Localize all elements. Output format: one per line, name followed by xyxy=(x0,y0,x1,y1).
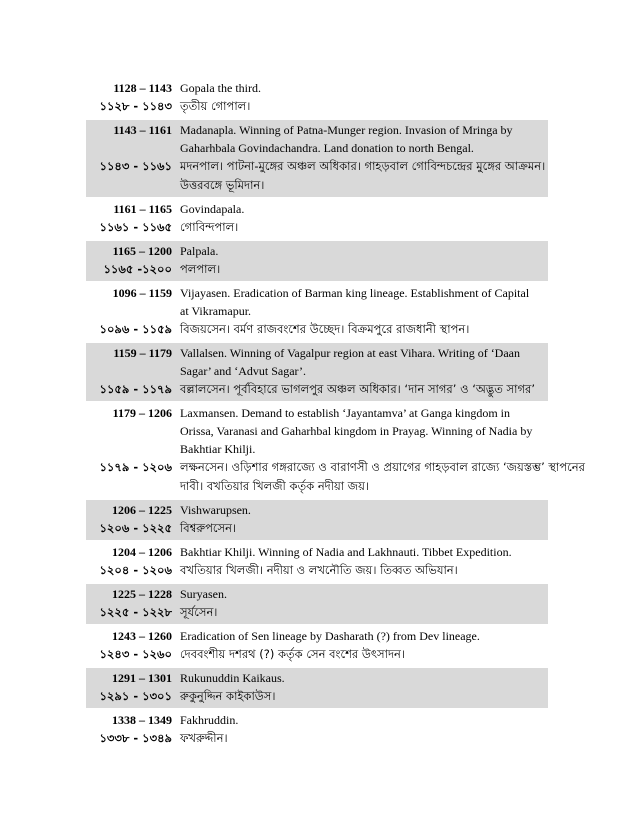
year-range-english: 1161 – 1165 xyxy=(113,202,172,216)
event-description-english xyxy=(172,200,548,218)
year-range-bengali: ১১৬৫ -১২০০ xyxy=(103,262,172,276)
year-range-bengali: ১২০৪ - ১২০৬ xyxy=(99,563,172,577)
year-range-english: 1338 – 1349 xyxy=(112,713,172,727)
table-row xyxy=(86,542,548,582)
description-line: Gaharhbala Govindachandra. Land donation to north Bengal. xyxy=(180,141,474,155)
event-description-bengali xyxy=(172,561,548,580)
event-description-bengali xyxy=(172,260,548,279)
event-description-bengali xyxy=(172,458,585,496)
event-description-english xyxy=(172,627,548,645)
description-line: মদনপাল। পাটনা-মুঙ্গের অঞ্চল অধিকার। গাহড়বাল গোবিন্দচন্দ্রের মুঙ্গের আক্রমন। xyxy=(180,159,546,173)
table-row xyxy=(86,403,585,498)
year-range-bengali: ১২০৬ - ১২২৫ xyxy=(99,521,172,535)
table-row xyxy=(86,584,548,624)
description-line: Vallalsen. Winning of Vagalpur region at east Vihara. Writing of ‘Daan xyxy=(180,346,521,360)
event-description-bengali xyxy=(172,380,548,399)
description-line: Gopala the third. xyxy=(180,81,261,95)
event-description-english xyxy=(172,585,548,603)
description-line: বখতিয়ার খিলজী। নদীয়া ও লখনৌতি জয়। তিব্বত অভিযান। xyxy=(180,563,458,577)
year-range-english: 1179 – 1206 xyxy=(112,406,172,420)
year-range-bengali: ১২৪৩ - ১২৬০ xyxy=(99,647,172,661)
year-range-english: 1128 – 1143 xyxy=(113,81,172,95)
description-line: লক্ষনসেন। ওড়িশার গঙ্গরাজ্যে ও বারাণসী ও প্রয়াগের গাহড়বাল রাজ্যে ‘জয়স্তম্ভ’ স্থাপনের xyxy=(180,460,585,474)
description-line: দেববংশীয় দশরথ (?) কর্তৃক সেন বংশের উৎসাদন। xyxy=(180,647,405,661)
year-range-english: 1243 – 1260 xyxy=(112,629,172,643)
year-range-bengali: ১০৯৬ - ১১৫৯ xyxy=(99,322,172,336)
event-description-english xyxy=(172,344,548,380)
description-line: উত্তরবঙ্গে ভূমিদান। xyxy=(180,178,265,192)
description-line: Laxmansen. Demand to establish ‘Jayantamva’ at Ganga kingdom in xyxy=(180,406,511,420)
table-row xyxy=(86,78,548,118)
event-description-bengali xyxy=(172,645,548,664)
description-line: বল্লালসেন। পূর্ববিহারে ভাগলপুর অঞ্চল অধিকার। ‘দান সাগর’ ও ‘অদ্ভুত সাগর’ xyxy=(180,382,536,396)
year-range-english: 1204 – 1206 xyxy=(112,545,172,559)
table-row xyxy=(86,710,548,750)
year-range-english: 1159 – 1179 xyxy=(113,346,172,360)
description-line: Vishwarupsen. xyxy=(180,503,251,517)
description-line: Sagar’ and ‘Advut Sagar’. xyxy=(180,364,306,378)
event-description-english xyxy=(172,501,548,519)
year-range-english: 1165 – 1200 xyxy=(112,244,172,258)
description-line: Rukunuddin Kaikaus. xyxy=(180,671,285,685)
description-line: Fakhruddin. xyxy=(180,713,239,727)
description-line: Palpala. xyxy=(180,244,219,258)
event-description-bengali xyxy=(172,320,548,339)
description-line: Orissa, Varanasi and Gaharhbal kingdom in Prayag. Winning of Nadia by xyxy=(180,424,533,438)
year-range-bengali: ১১৬১ - ১১৬৫ xyxy=(99,220,172,234)
event-description-bengali xyxy=(172,729,548,748)
description-line: Madanapla. Winning of Patna-Munger region. Invasion of Mringa by xyxy=(180,123,513,137)
event-description-english xyxy=(172,669,548,687)
year-range-bengali: ১১২৮ - ১১৪৩ xyxy=(99,99,172,113)
description-line: Bakhtiar Khilji. Winning of Nadia and Lakhnauti. Tibbet Expedition. xyxy=(180,545,512,559)
event-description-english xyxy=(172,242,548,260)
table-row xyxy=(86,500,548,540)
event-description-english xyxy=(172,404,548,458)
description-line: Suryasen. xyxy=(180,587,227,601)
event-description-bengali xyxy=(172,519,548,538)
description-line: রুকুনুদ্দিন কাইকাউস। xyxy=(180,689,276,703)
event-description-bengali xyxy=(172,603,548,622)
description-line: তৃতীয় গোপাল। xyxy=(180,99,251,113)
event-description-english xyxy=(172,79,548,97)
description-line: বিশ্বরুপসেন। xyxy=(180,521,237,535)
event-description-english xyxy=(172,711,548,729)
description-line: Bakhtiar Khilji. xyxy=(180,442,256,456)
table-row xyxy=(86,626,548,666)
year-range-bengali: ১১৫৯ - ১১৭৯ xyxy=(99,382,172,396)
event-description-english xyxy=(172,121,548,157)
description-line: বিজয়সেন। বর্মণ রাজবংশের উচ্ছেদ। বিক্রমপুরে রাজধানী স্থাপন। xyxy=(180,322,470,336)
table-row xyxy=(86,241,548,281)
year-range-bengali: ১১৪৩ - ১১৬১ xyxy=(99,159,172,173)
table-row xyxy=(86,283,548,341)
description-line: Govindapala. xyxy=(180,202,245,216)
year-range-english: 1206 – 1225 xyxy=(112,503,172,517)
table-row xyxy=(86,343,548,401)
table-row xyxy=(86,120,548,197)
event-description-bengali xyxy=(172,157,548,195)
description-line: দাবী। বখতিয়ার খিলজী কর্তৃক নদীয়া জয়। xyxy=(180,479,369,493)
timeline-table xyxy=(86,78,585,752)
year-range-bengali: ১৩৩৮ - ১৩৪৯ xyxy=(99,731,172,745)
year-range-english: 1143 – 1161 xyxy=(113,123,172,137)
event-description-bengali xyxy=(172,687,548,706)
event-description-bengali xyxy=(172,97,548,116)
description-line: সূর্যসেন। xyxy=(180,605,218,619)
description-line: Eradication of Sen lineage by Dasharath (?) from Dev lineage. xyxy=(180,629,480,643)
year-range-english: 1096 – 1159 xyxy=(112,286,172,300)
description-line: ফখরুদ্দীন। xyxy=(180,731,228,745)
description-line: গোবিন্দপাল। xyxy=(180,220,239,234)
year-range-bengali: ১১৭৯ - ১২০৬ xyxy=(99,460,172,474)
year-range-bengali: ১২২৫ - ১২২৮ xyxy=(99,605,172,619)
description-line: at Vikramapur. xyxy=(180,304,252,318)
event-description-english xyxy=(172,284,548,320)
table-row xyxy=(86,668,548,708)
table-row xyxy=(86,199,548,239)
description-line: পলপাল। xyxy=(180,262,221,276)
event-description-english xyxy=(172,543,548,561)
year-range-bengali: ১২৯১ - ১৩০১ xyxy=(99,689,172,703)
year-range-english: 1225 – 1228 xyxy=(112,587,172,601)
description-line: Vijayasen. Eradication of Barman king lineage. Establishment of Capital xyxy=(180,286,530,300)
event-description-bengali xyxy=(172,218,548,237)
year-range-english: 1291 – 1301 xyxy=(112,671,172,685)
